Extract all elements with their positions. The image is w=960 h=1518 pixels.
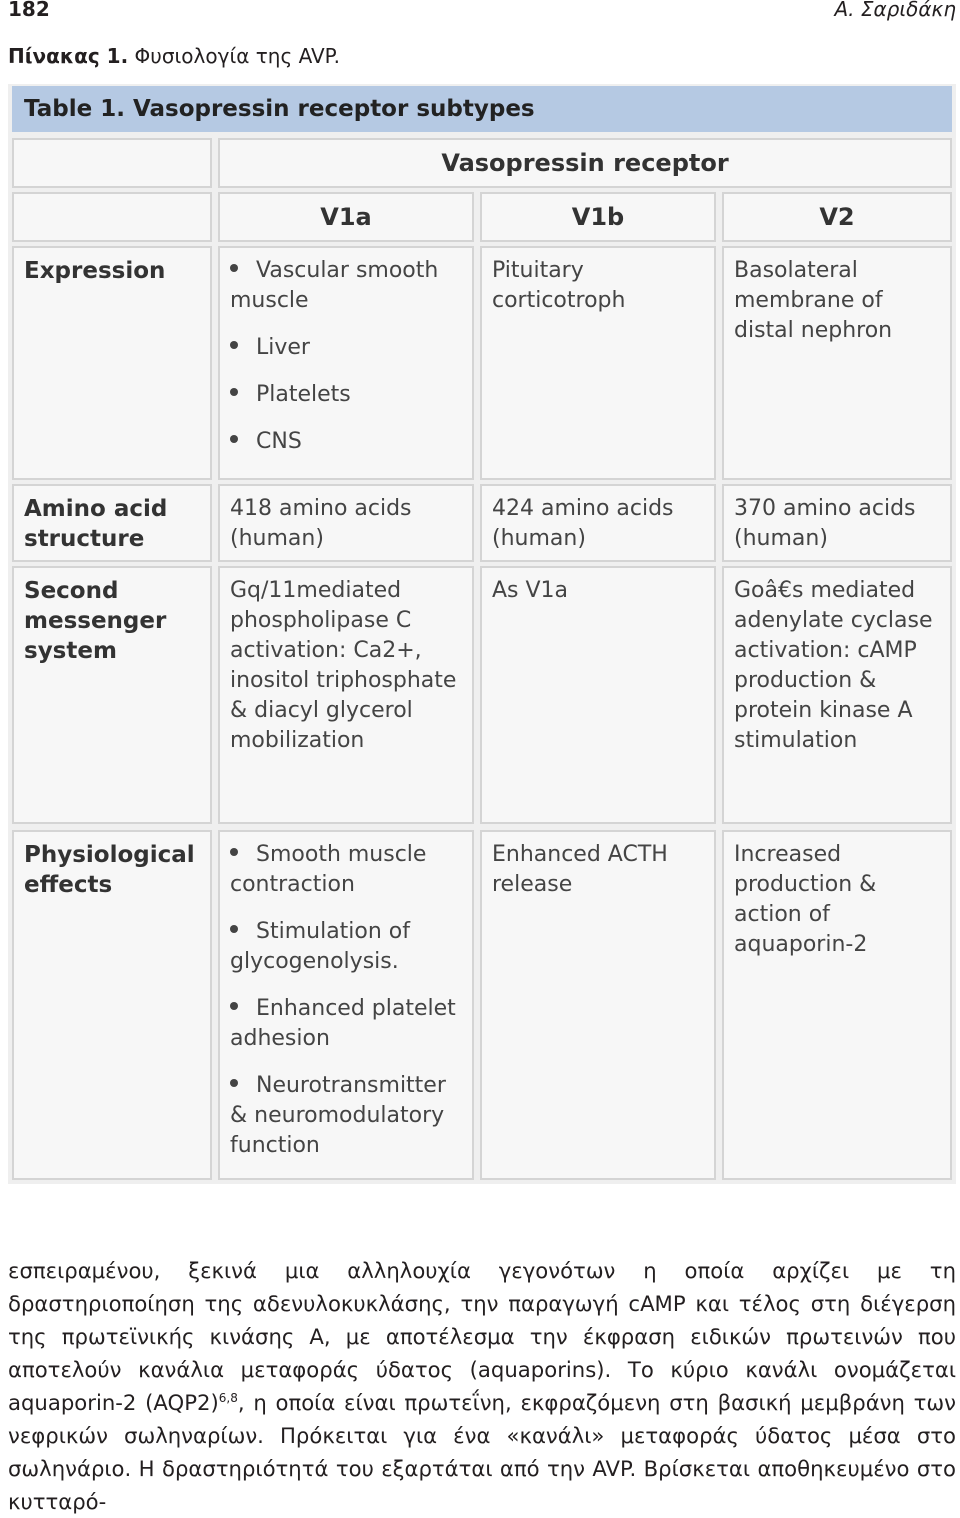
list-item: Platelets bbox=[230, 380, 464, 410]
citation-ref: 6,8 bbox=[218, 1390, 238, 1405]
effects-v1b: Enhanced ACTH release bbox=[480, 830, 716, 1180]
table-title: Table 1. Vasopressin receptor subtypes bbox=[12, 86, 952, 132]
caption-text: Φυσιολογία της AVP. bbox=[128, 44, 340, 68]
table-caption bbox=[8, 44, 340, 68]
expression-v2: Basolateral membrane of distal nephron bbox=[722, 246, 952, 480]
row-header-effects: Physiological effects bbox=[12, 830, 212, 1180]
page-number: 182 bbox=[8, 0, 50, 21]
caption-label: Πίνακας 1. bbox=[8, 44, 129, 68]
effects-v2: Increased production & action of aquaporin-2 bbox=[722, 830, 952, 1180]
list-item: Enhanced platelet adhesion bbox=[230, 994, 464, 1054]
list-item: CNS bbox=[230, 427, 464, 457]
expression-v1b: Pituitary corticotroph bbox=[480, 246, 716, 480]
page-header bbox=[0, 0, 960, 24]
amino-v1a: 418 amino acids (human) bbox=[218, 484, 474, 562]
body-text-part2: , η οποία είναι πρωτεΐνη, εκφραζόμενη στη βασική μεμβράνη των νεφρικών σωληναρίων. Πρόκειται για ένα «κανάλι» μεταφοράς ύδατος μέσα στο σωληνάριο. Η δραστηριότητά του εξαρτάται από την AVP. Βρίσκεται αποθηκευμένο στο κυτταρό- bbox=[8, 1390, 957, 1514]
list-item: Vascular smooth muscle bbox=[230, 256, 464, 316]
column-header-v1a: V1a bbox=[218, 192, 474, 242]
amino-v2: 370 amino acids (human) bbox=[722, 484, 952, 562]
row-header-messenger: Second messenger system bbox=[12, 566, 212, 824]
messenger-v2: Goâ€s mediated adenylate cyclase activation: cAMP production & protein kinase A stimulation bbox=[722, 566, 952, 824]
running-author: Α. Σαριδάκη bbox=[834, 0, 956, 21]
amino-v1b: 424 amino acids (human) bbox=[480, 484, 716, 562]
column-header-v1b: V1b bbox=[480, 192, 716, 242]
list-item: Stimulation of glycogenolysis. bbox=[230, 917, 464, 977]
list-item: Smooth muscle contraction bbox=[230, 840, 464, 900]
group-header: Vasopressin receptor bbox=[218, 138, 952, 188]
body-text-part1: εσπειραμένου, ξεκινά μια αλληλουχία γεγονότων η οποία αρχίζει με τη δραστηριοποίηση της αδενυλοκυκλάσης, την παραγωγή cAMP και τέλος στη διέγερση της πρωτεϊνικής κινάσης Α, με αποτέλεσμα την έκφραση ειδικών πρωτεινών που αποτελούν κανάλια μεταφοράς ύδατος (aquaporins). Το κύριο κανάλι ονομάζεται aquaporin-2 (AQP2) bbox=[8, 1258, 956, 1415]
corner-cell-bottom bbox=[12, 192, 212, 242]
messenger-v1b: As V1a bbox=[480, 566, 716, 824]
list-item: Neurotransmitter & neuromodulatory function bbox=[230, 1071, 464, 1161]
effects-v1a bbox=[218, 830, 474, 1180]
table-figure bbox=[8, 84, 956, 1184]
column-header-v2: V2 bbox=[722, 192, 952, 242]
corner-cell-top bbox=[12, 138, 212, 188]
body-paragraph bbox=[8, 1254, 956, 1518]
expression-v1a bbox=[218, 246, 474, 480]
list-item: Liver bbox=[230, 333, 464, 363]
row-header-amino: Amino acid structure bbox=[12, 484, 212, 562]
row-header-expression: Expression bbox=[12, 246, 212, 480]
messenger-v1a: Gq/11mediated phospholipase C activation: Ca2+, inositol triphosphate & diacyl glycerol mobilization bbox=[218, 566, 474, 824]
